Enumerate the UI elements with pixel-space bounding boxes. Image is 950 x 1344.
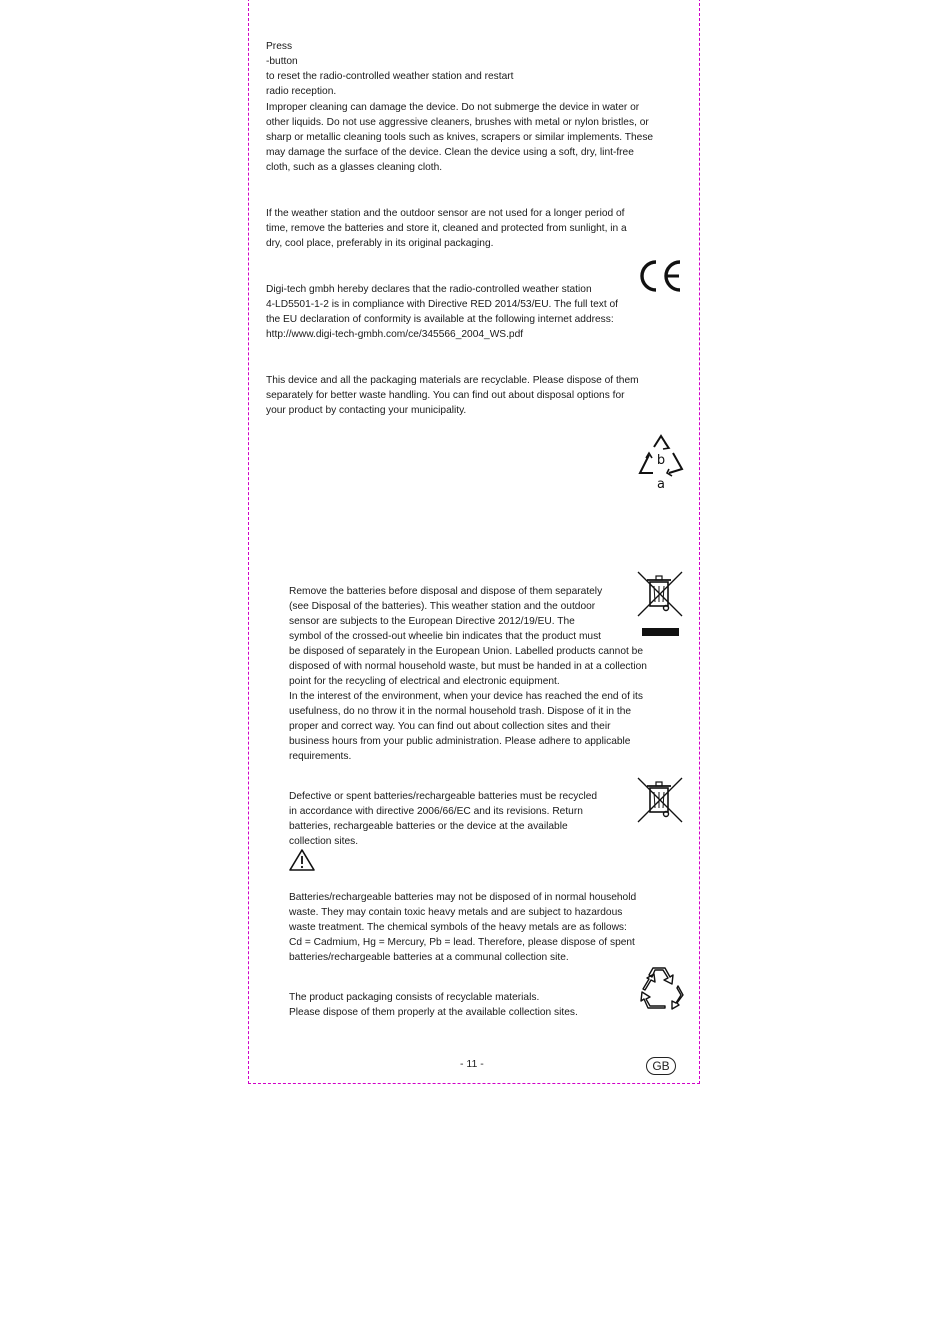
language-badge: GB [646, 1057, 676, 1075]
conformity-line: the EU declaration of conformity is available at the following internet address: [266, 314, 614, 325]
ce-mark-icon [636, 258, 684, 294]
batteries-warning-line: waste treatment. The chemical symbols of the heavy metals are as follows: [289, 922, 627, 933]
reset-press-text: Press [266, 41, 293, 52]
weee-line: sensor are subjects to the European Directive 2012/19/EU. The [289, 616, 575, 627]
weee-line: point for the recycling of electrical and electronic equipment. [289, 676, 560, 687]
warning-triangle-icon [288, 848, 316, 872]
batteries-warning-line: waste. They may contain toxic heavy metals and are subject to hazardous [289, 907, 623, 918]
weee-line: In the interest of the environment, when your device has reached the end of its [289, 691, 643, 702]
weee-line: symbol of the crossed-out wheelie bin indicates that the product must [289, 631, 602, 642]
packaging-line: The product packaging consists of recyclable materials. [289, 992, 540, 1003]
batteries-warning-line: Batteries/rechargeable batteries may not be disposed of in normal household [289, 892, 637, 903]
cleaning-line: sharp or metallic cleaning tools such as knives, scrapers or similar implements. These [266, 132, 654, 143]
cleaning-line: cloth, such as a glasses cleaning cloth. [266, 162, 443, 173]
weee-line: proper and correct way. You can find out about collection sites and their [289, 721, 611, 732]
batteries-warning-paragraph [289, 890, 689, 965]
cleaning-line: may damage the surface of the device. Clean the device using a soft, dry, lint-free [266, 147, 634, 158]
weee-line: usefulness, do no throw it in the normal household trash. Dispose of it in the [289, 706, 632, 717]
batteries-recycle-line: in accordance with directive 2006/66/EC and its revisions. Return [289, 806, 583, 817]
weee-line: Remove the batteries before disposal and dispose of them separately [289, 586, 603, 597]
crossed-bin-icon [636, 776, 684, 826]
recycling-letter-b: b [656, 453, 666, 468]
crossed-bin-bar-icon [636, 570, 684, 638]
packaging-line: Please dispose of them properly at the available collection sites. [289, 1007, 578, 1018]
conformity-line: Digi-tech gmbh hereby declares that the radio-controlled weather station [266, 284, 592, 295]
reset-line-2: radio reception. [266, 86, 337, 97]
conformity-line: http://www.digi-tech-gmbh.com/ce/345566_2004_WS.pdf [266, 329, 524, 340]
batteries-recycle-paragraph [289, 789, 639, 849]
recycling-paragraph [266, 373, 691, 418]
batteries-warning-line: batteries/rechargeable batteries at a communal collection site. [289, 952, 569, 963]
batteries-recycle-line: Defective or spent batteries/rechargeable batteries must be recycled [289, 791, 598, 802]
conformity-line: 4-LD5501-1-2 is in compliance with Directive RED 2014/53/EU. The full text of [266, 299, 619, 310]
batteries-recycle-line: batteries, rechargeable batteries or the device at the available [289, 821, 568, 832]
recycling-line: separately for better waste handling. You can find out about disposal options for [266, 390, 625, 401]
weee-line: disposed of with normal household waste, but must be handed in at a collection [289, 661, 647, 672]
cleaning-line: Improper cleaning can damage the device. Do not submerge the device in water or [266, 102, 640, 113]
conformity-paragraph [266, 282, 691, 342]
reset-button-text: -button [266, 56, 298, 67]
weee-line: (see Disposal of the batteries). This weather station and the outdoor [289, 601, 596, 612]
weee-line: be disposed of separately in the European Union. Labelled products cannot be [289, 646, 643, 657]
batteries-recycle-line: collection sites. [289, 836, 359, 847]
page-number: - 11 - [460, 1058, 484, 1070]
storage-line: If the weather station and the outdoor sensor are not used for a longer period of [266, 208, 625, 219]
reset-rest-text: to reset the radio-controlled weather station and restart [266, 71, 514, 82]
weee-paragraph [289, 584, 689, 764]
recycling-triangle-icon [636, 433, 686, 491]
storage-paragraph [266, 206, 691, 251]
weee-line: business hours from your public administration. Please adhere to applicable [289, 736, 631, 747]
storage-line: time, remove the batteries and store it, cleaned and protected from sunlight, in a [266, 223, 627, 234]
storage-line: dry, cool place, preferably in its original packaging. [266, 238, 494, 249]
cleaning-paragraph [266, 100, 691, 175]
cleaning-line: other liquids. Do not use aggressive cleaners, brushes with metal or nylon bristles, or [266, 117, 649, 128]
weee-line: requirements. [289, 751, 352, 762]
recycle-arrows-icon [637, 964, 685, 1012]
packaging-paragraph [289, 990, 639, 1020]
batteries-warning-line: Cd = Cadmium, Hg = Mercury, Pb = lead. Therefore, please dispose of spent [289, 937, 635, 948]
recycling-line: This device and all the packaging materials are recyclable. Please dispose of them [266, 375, 639, 386]
recycling-line: your product by contacting your municipality. [266, 405, 467, 416]
recycling-letter-a: a [657, 477, 665, 491]
reset-paragraph [266, 39, 686, 99]
